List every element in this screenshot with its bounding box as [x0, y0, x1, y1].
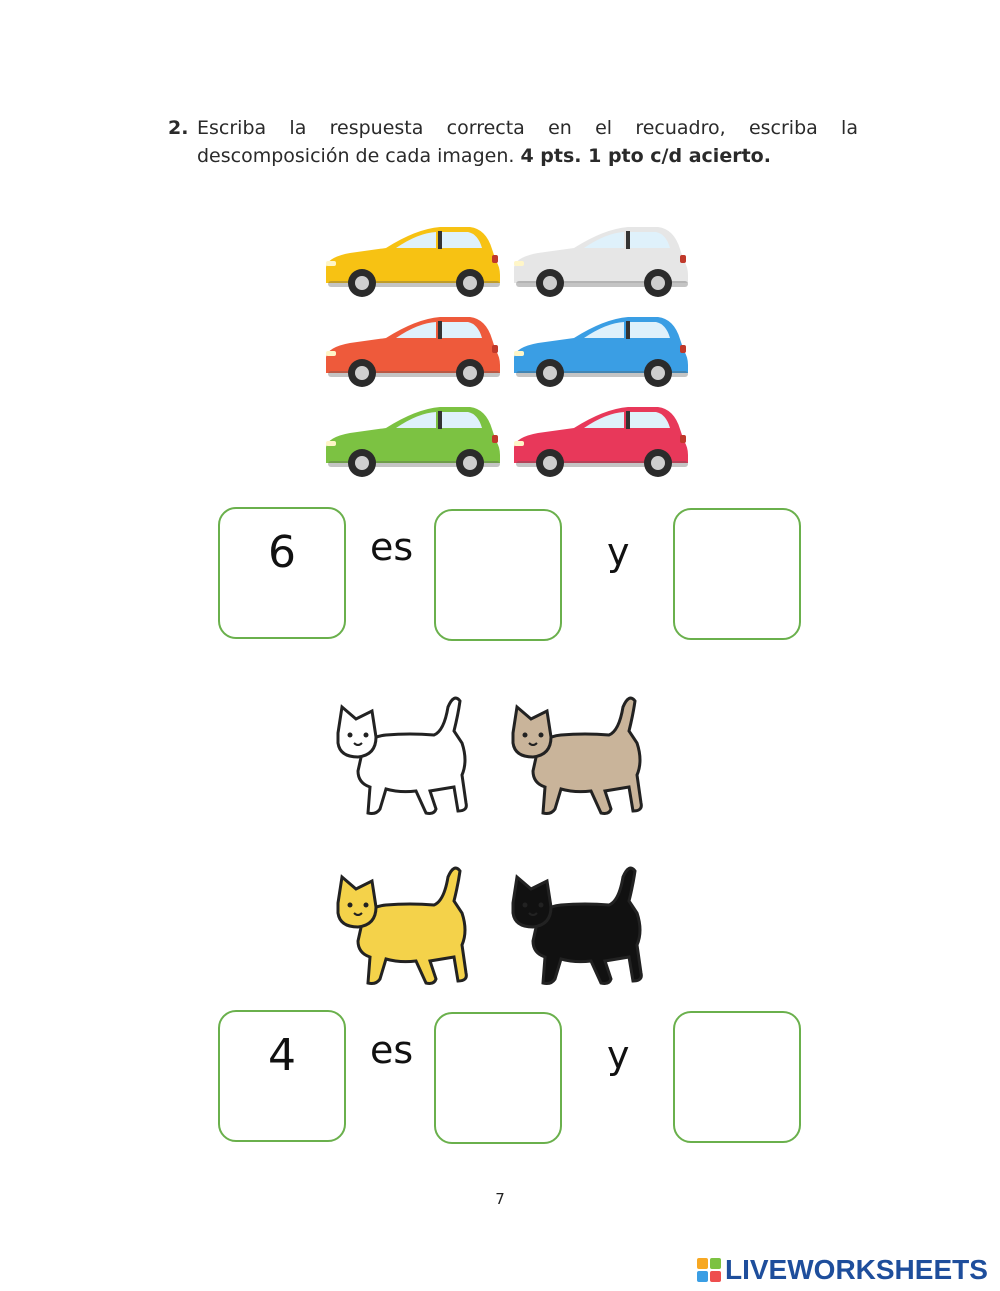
cat-white: [338, 698, 466, 813]
instruction-line-1: [197, 114, 858, 142]
instruction-word: en: [548, 117, 572, 139]
answer-box-1a[interactable]: [434, 509, 562, 641]
word-y-2: y: [607, 1033, 630, 1077]
page-number: 7: [495, 1190, 505, 1208]
cat-black: [513, 868, 641, 983]
cars-illustration: [300, 195, 700, 485]
car-blue: [514, 317, 688, 387]
instruction-word: recuadro,: [635, 117, 726, 139]
instruction-word: respuesta: [329, 117, 424, 139]
word-es-1: es: [370, 525, 414, 569]
logo-text: LIVEWORKSHEETS: [725, 1254, 988, 1285]
answer-box-2a[interactable]: [434, 1012, 562, 1144]
total-box-2: [218, 1010, 346, 1142]
car-red: [514, 407, 688, 477]
instruction-word: correcta: [446, 117, 525, 139]
cat-beige: [513, 698, 641, 813]
car-orange: [326, 317, 500, 387]
answer-input-1a[interactable]: [444, 519, 556, 631]
answer-box-2b[interactable]: [673, 1011, 801, 1143]
car-yellow: [326, 227, 500, 297]
instruction-line-2: [197, 142, 771, 170]
instruction-word: Escriba: [197, 117, 267, 139]
instruction-word: escriba: [748, 117, 818, 139]
answer-box-1b[interactable]: [673, 508, 801, 640]
liveworksheets-logo[interactable]: [697, 1255, 988, 1285]
instruction-word: el: [595, 117, 613, 139]
instruction-word: la: [289, 117, 307, 139]
cat-calico: [338, 868, 466, 983]
answer-input-2b[interactable]: [683, 1021, 795, 1133]
car-white: [514, 227, 688, 297]
instruction-text: descomposición de cada imagen.: [197, 145, 515, 167]
answer-input-1b[interactable]: [683, 518, 795, 630]
total-value-2: 4: [268, 1030, 296, 1081]
logo-icon: [697, 1258, 721, 1282]
question-number: 2.: [168, 117, 189, 139]
car-green: [326, 407, 500, 477]
instruction-points: 4 pts. 1 pto c/d acierto.: [520, 145, 771, 167]
total-box-1: [218, 507, 346, 639]
word-y-1: y: [607, 530, 630, 574]
word-es-2: es: [370, 1028, 414, 1072]
instruction-word: la: [841, 117, 858, 139]
total-value-1: 6: [268, 527, 296, 578]
answer-input-2a[interactable]: [444, 1022, 556, 1134]
cats-illustration: [320, 675, 680, 995]
